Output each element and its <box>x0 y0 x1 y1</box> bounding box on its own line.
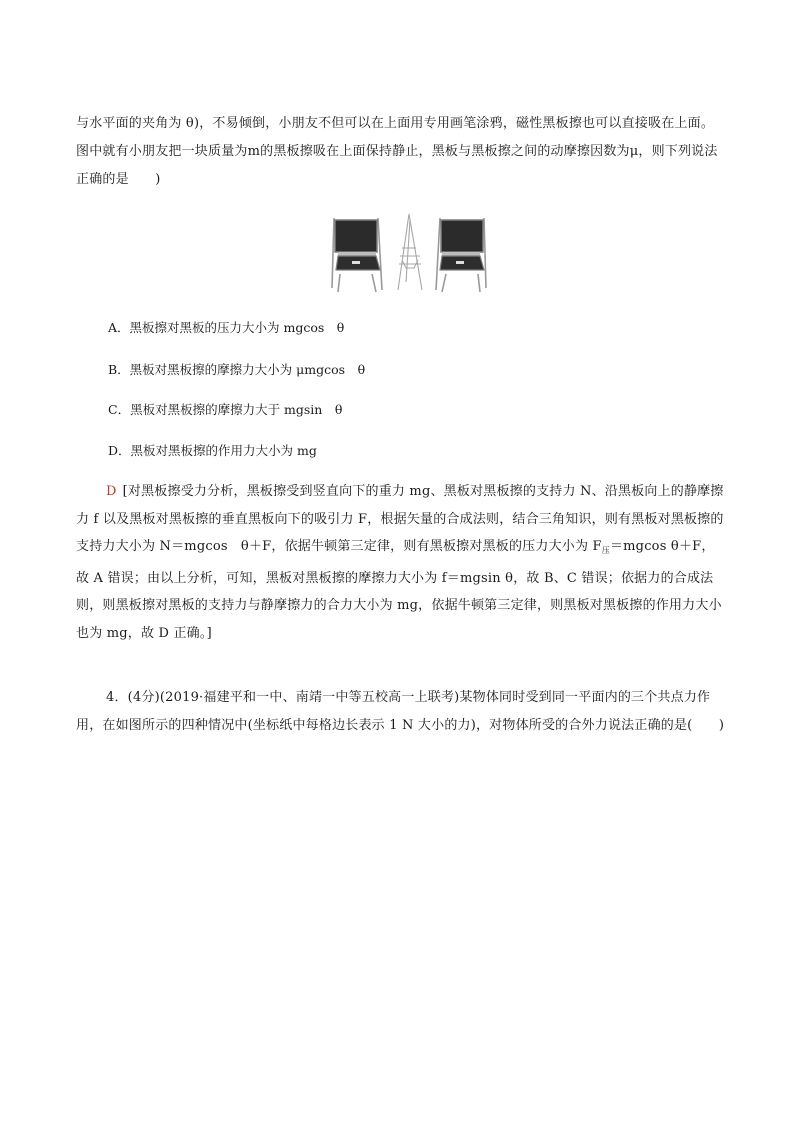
easel-blackboard-figure <box>330 212 488 294</box>
option-a: A．黑板擦对黑板的压力大小为 mgcos θ <box>108 320 345 335</box>
side-view-easel-image <box>398 214 422 290</box>
answer-text-part2: ＝mgcos θ＋F，故 A 错误；由以上分析，可知，黑板对黑板擦的摩擦力大小为 f＝mgsin θ，故 B、C 错误；依据力的合成法则，则黑板擦对黑板的支持力与静摩擦力的合力大小为 mg，依据牛顿第三定律，则黑板对黑板擦的作用力大小也为 mg，故 D 正确。] <box>76 539 722 641</box>
option-d: D．黑板对黑板擦的作用力大小为 mg <box>108 443 317 458</box>
answer-text-part1: [对黑板擦受力分析，黑板擦受到竖直向下的重力 mg、黑板对黑板擦的支持力 N、沿黑板向上的静摩擦力 f 以及黑板对黑板擦的垂直黑板向下的吸引力 F，根据矢量的合成法则，结合三角知识，则有黑板对黑板擦的支持力大小为 N＝mgcos θ＋F，依据牛顿第三定律，则有黑板擦对黑板的压力大小为 F <box>76 484 724 554</box>
answer-letter: D <box>106 484 117 499</box>
option-c: C．黑板对黑板擦的摩擦力大于 mgsin θ <box>108 402 343 417</box>
answer-explanation <box>76 478 726 647</box>
question-stem-continuation: 与水平面的夹角为 θ)，不易倾倒，小朋友不但可以在上面用专用画笔涂鸦，磁性黑板擦也可以直接吸在上面。图中就有小朋友把一块质量为m的黑板擦吸在上面保持静止，黑板与黑板擦之间的动摩擦因数为μ，则下列说法正确的是 ) <box>76 116 718 187</box>
answer-subscript: 压 <box>601 546 610 555</box>
question-4: 4．(4分)(2019·福建平和一中、南靖一中等五校高一上联考)某物体同时受到同一平面内的三个共点力作用，在如图所示的四种情况中(坐标纸中每格边长表示 1 N 大小的力)，对物体所受的合外力说法正确的是( ) <box>76 690 725 733</box>
option-b: B．黑板对黑板擦的摩擦力大小为 μmgcos θ <box>108 362 366 377</box>
